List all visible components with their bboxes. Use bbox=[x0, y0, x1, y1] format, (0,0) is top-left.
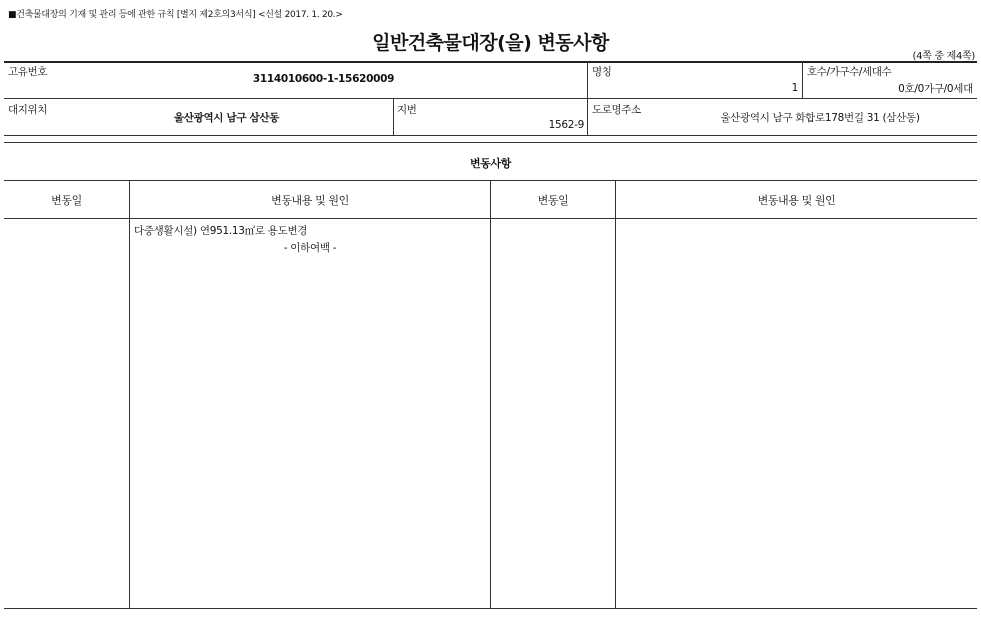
lot-number-value: 1562-9 bbox=[548, 119, 584, 131]
end-note: - 이하여백 - bbox=[283, 242, 337, 254]
unique-number-label: 고유번호 bbox=[8, 66, 47, 78]
name-label: 명칭 bbox=[592, 66, 612, 78]
header-date-left: 변동일 bbox=[51, 194, 82, 207]
info-divider bbox=[4, 98, 977, 99]
header-content-left: 변동내용 및 원인 bbox=[271, 194, 349, 207]
history-bottom-border bbox=[4, 608, 977, 609]
info-top-border bbox=[4, 61, 977, 63]
units-value: 0호/0가구/0세대 bbox=[898, 83, 973, 95]
road-address-value: 울산광역시 남구 화합로178번길 31 (삼산동) bbox=[720, 112, 920, 124]
history-vline-2 bbox=[490, 181, 491, 608]
site-location-value: 울산광역시 남구 삼산동 bbox=[173, 112, 280, 124]
name-value: 1 bbox=[791, 82, 798, 94]
info-vline-2 bbox=[802, 62, 803, 98]
info-vline-4 bbox=[587, 99, 588, 135]
road-address-label: 도로명주소 bbox=[592, 104, 641, 116]
site-location-label: 대지위치 bbox=[8, 104, 47, 116]
lot-number-label: 지번 bbox=[397, 104, 417, 116]
info-vline-1 bbox=[587, 62, 588, 98]
units-label: 호수/가구수/세대수 bbox=[807, 66, 892, 78]
section-title: 변동사항 bbox=[470, 157, 511, 170]
history-vline-3 bbox=[615, 181, 616, 608]
row-content: 다중생활시설) 연951.13㎡로 용도변경 bbox=[134, 225, 308, 237]
page-title: 일반건축물대장(을) 변동사항 bbox=[372, 32, 609, 54]
info-vline-3 bbox=[393, 99, 394, 135]
unique-number-value: 3114010600-1-15620009 bbox=[252, 73, 395, 85]
page-info: (4쪽 중 제4쪽) bbox=[912, 51, 975, 62]
header-content-right: 변동내용 및 원인 bbox=[757, 194, 836, 207]
info-bottom-border bbox=[4, 135, 977, 136]
regulation-note: ■건축물대장의 기재 및 관리 등에 관한 규칙 [별지 제2호의3서식] <신설 2017. 1. 20.> bbox=[8, 10, 343, 20]
section-top-border bbox=[4, 142, 977, 143]
header-date-right: 변동일 bbox=[537, 194, 569, 207]
